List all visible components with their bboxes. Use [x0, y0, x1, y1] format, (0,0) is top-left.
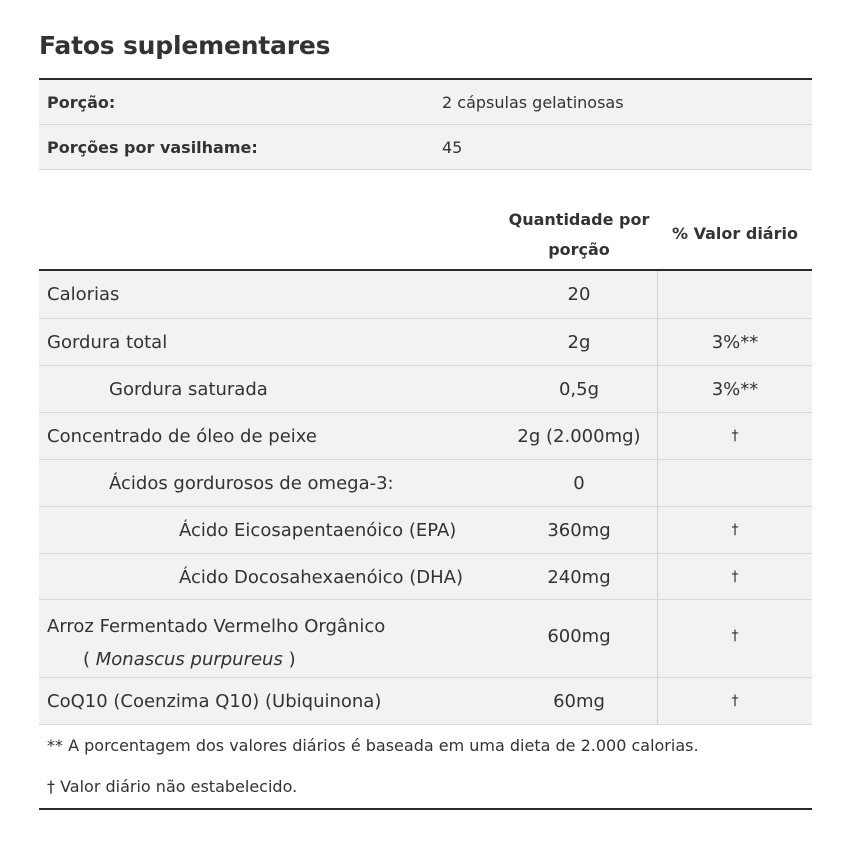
nutrient-amount: 0,5g	[558, 379, 600, 400]
nutrient-name: Gordura total	[47, 332, 168, 353]
table-row	[39, 460, 812, 506]
daily-value-footnote: ** A porcentagem dos valores diários é baseada em uma dieta de 2.000 calorias.	[47, 736, 699, 755]
bottom-rule	[39, 808, 812, 810]
nutrient-name-sub: ( Monascus purpureus )	[83, 649, 296, 670]
servings-per-container-row	[39, 125, 812, 169]
nutrient-dv: †	[731, 522, 739, 538]
column-divider	[657, 460, 658, 506]
serving-value: 2 cápsulas gelatinosas	[442, 93, 624, 112]
serving-row	[39, 80, 812, 124]
servings-per-container-value: 45	[442, 138, 463, 157]
dagger-footnote: † Valor diário não estabelecido.	[47, 777, 298, 796]
amount-header-line2: porção	[548, 240, 610, 259]
table-row	[39, 600, 812, 677]
nutrient-amount: 360mg	[547, 520, 611, 541]
table-row	[39, 678, 812, 724]
servings-per-container-label: Porções por vasilhame:	[47, 138, 258, 157]
nutrient-dv: 3%**	[711, 379, 759, 400]
divider	[39, 724, 812, 725]
column-divider	[657, 271, 658, 318]
nutrient-name: Calorias	[47, 284, 120, 305]
nutrient-name: Gordura saturada	[109, 379, 268, 400]
daily-value-header: % Valor diário	[672, 224, 798, 243]
amount-header-line1: Quantidade por	[508, 210, 650, 229]
nutrient-name: Ácido Eicosapentaenóico (EPA)	[179, 520, 457, 541]
table-row	[39, 507, 812, 553]
nutrient-dv: †	[731, 693, 739, 709]
nutrient-dv: †	[731, 628, 739, 644]
nutrient-amount: 60mg	[553, 691, 605, 712]
table-row	[39, 271, 812, 318]
nutrient-amount: 20	[567, 284, 591, 305]
nutrient-amount: 2g	[567, 332, 591, 353]
nutrient-dv: 3%**	[711, 332, 759, 353]
nutrient-name: Ácidos gordurosos de omega-3:	[109, 473, 394, 494]
table-row	[39, 319, 812, 365]
table-row	[39, 554, 812, 599]
nutrient-amount: 600mg	[547, 626, 611, 647]
nutrient-name: CoQ10 (Coenzima Q10) (Ubiquinona)	[47, 691, 382, 712]
amount-header	[502, 205, 656, 265]
page-title: Fatos suplementares	[39, 31, 331, 60]
nutrient-dv: †	[731, 428, 739, 444]
nutrient-amount: 2g (2.000mg)	[517, 426, 641, 447]
divider	[39, 169, 812, 170]
table-row	[39, 413, 812, 459]
nutrient-dv: †	[731, 569, 739, 585]
serving-label: Porção:	[47, 93, 116, 112]
nutrient-amount: 240mg	[547, 567, 611, 588]
nutrient-amount: 0	[573, 473, 585, 494]
nutrient-name-main: Arroz Fermentado Vermelho Orgânico	[47, 616, 386, 637]
scientific-name: Monascus purpureus	[95, 649, 283, 670]
nutrient-name: Ácido Docosahexaenóico (DHA)	[179, 567, 463, 588]
nutrient-name	[47, 610, 385, 676]
nutrient-name: Concentrado de óleo de peixe	[47, 426, 317, 447]
table-row	[39, 366, 812, 412]
